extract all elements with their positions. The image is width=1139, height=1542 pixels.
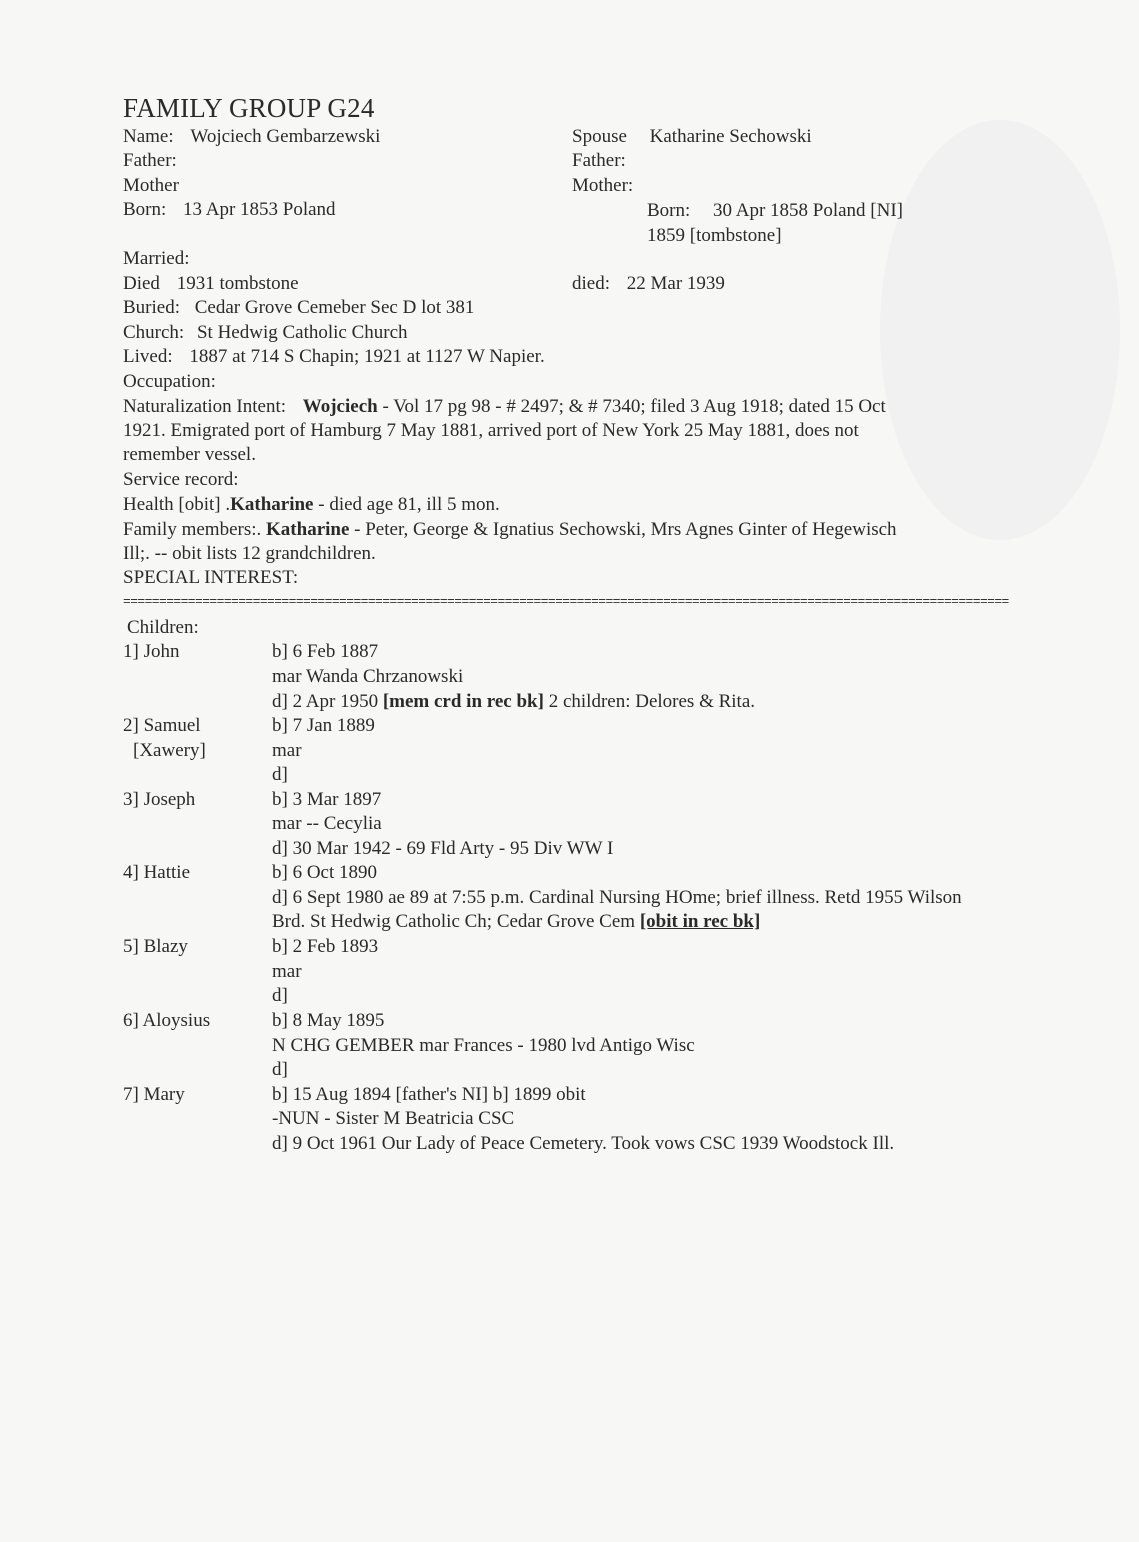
health-label: Health [obit] . <box>123 494 231 515</box>
child-name: 1] John <box>123 641 180 662</box>
family-row <box>123 518 897 542</box>
buried-value: Cedar Grove Cemeber Sec D lot 381 <box>194 297 475 318</box>
paper-smudge <box>880 120 1120 540</box>
child-line: b] 8 May 1895 <box>272 1010 385 1031</box>
naturalization-row <box>123 395 886 419</box>
child-alt-name: [Xawery] <box>133 740 206 761</box>
mother-label: Mother <box>123 175 179 196</box>
naturalization-label: Naturalization Intent: <box>123 396 287 417</box>
spouse-died-row <box>572 272 725 296</box>
child-name: 2] Samuel <box>123 715 201 736</box>
born-row <box>123 198 336 222</box>
child-line: mar <box>272 740 302 761</box>
child-line: b] 6 Feb 1887 <box>272 641 379 662</box>
name-label: Name: <box>123 126 174 147</box>
child-line-bold: [mem crd in rec bk] <box>382 691 544 712</box>
child-name: 7] Mary <box>123 1084 185 1105</box>
special-interest-label: SPECIAL INTEREST: <box>123 567 299 588</box>
child-line: b] 3 Mar 1897 <box>272 789 382 810</box>
buried-label: Buried: <box>123 297 180 318</box>
child-line: d] 9 Oct 1961 Our Lady of Peace Cemetery. Took vows CSC 1939 Woodstock Ill. <box>272 1133 895 1154</box>
family-line-1: - Peter, George & Ignatius Sechowski, Mrs Agnes Ginter of Hegewisch <box>349 519 897 540</box>
family-line-2: Ill;. -- obit lists 12 grandchildren. <box>123 543 376 564</box>
child-line: b] 2 Feb 1893 <box>272 936 379 957</box>
father-label: Father: <box>123 150 177 171</box>
spouse-born-value-2: 1859 [tombstone] <box>647 225 782 246</box>
service-label: Service record: <box>123 469 239 490</box>
married-label: Married: <box>123 248 190 269</box>
died-value: 1931 tombstone <box>176 273 299 294</box>
child-line: b] 15 Aug 1894 [father's NI] b] 1899 obit <box>272 1084 586 1105</box>
child-line: d] 30 Mar 1942 - 69 Fld Arty - 95 Div WW I <box>272 838 614 859</box>
buried-row <box>123 296 474 320</box>
occupation-label: Occupation: <box>123 371 216 392</box>
spouse-born-label: Born: <box>647 200 691 221</box>
spouse-label: Spouse <box>572 126 627 147</box>
spouse-value: Katharine Sechowski <box>649 126 812 147</box>
child-line: d] <box>272 985 288 1006</box>
naturalization-line-2: 1921. Emigrated port of Hamburg 7 May 1881, arrived port of New York 25 May 1881, does not <box>123 420 859 441</box>
section-divider: =========================================================================================================================== <box>123 596 1009 608</box>
health-row <box>123 493 500 517</box>
family-name: Katharine <box>266 519 350 540</box>
naturalization-line-1: - Vol 17 pg 98 - # 2497; & # 7340; filed 3 Aug 1918; dated 15 Oct <box>377 396 886 417</box>
child-line <box>272 690 755 714</box>
health-value: - died age 81, ill 5 mon. <box>313 494 500 515</box>
lived-value: 1887 at 714 S Chapin; 1921 at 1127 W Napier. <box>189 346 545 367</box>
spouse-died-label: died: <box>572 273 610 294</box>
child-line-part: 2 children: Delores & Rita. <box>543 691 756 712</box>
lived-row <box>123 345 545 369</box>
name-value: Wojciech Gembarzewski <box>190 126 381 147</box>
family-label: Family members:. <box>123 519 267 540</box>
spouse-born-value: 30 Apr 1858 Poland [NI] <box>713 200 904 221</box>
church-row <box>123 321 408 345</box>
children-label: Children: <box>127 617 199 638</box>
died-row <box>123 272 299 296</box>
church-value: St Hedwig Catholic Church <box>196 322 408 343</box>
child-line: b] 7 Jan 1889 <box>272 715 375 736</box>
child-line: N CHG GEMBER mar Frances - 1980 lvd Antigo Wisc <box>272 1035 695 1056</box>
obit-reference: [obit in rec bk] <box>639 911 761 932</box>
born-label: Born: <box>123 199 167 220</box>
child-line-part: Brd. St Hedwig Catholic Ch; Cedar Grove Cem <box>272 911 640 932</box>
spouse-row <box>572 125 812 149</box>
church-label: Church: <box>123 322 185 343</box>
child-line-part: d] 2 Apr 1950 <box>272 691 383 712</box>
born-value: 13 Apr 1853 Poland <box>183 199 336 220</box>
health-name: Katharine <box>230 494 314 515</box>
child-line: d] <box>272 1059 288 1080</box>
spouse-mother-label: Mother: <box>572 175 634 196</box>
child-line <box>272 910 760 934</box>
child-line: mar -- Cecylia <box>272 813 382 834</box>
page-title: FAMILY GROUP G24 <box>123 93 375 123</box>
name-row <box>123 125 380 149</box>
died-label: Died <box>123 273 160 294</box>
lived-label: Lived: <box>123 346 173 367</box>
spouse-born-row <box>647 199 903 223</box>
naturalization-name: Wojciech <box>302 396 378 417</box>
child-name: 5] Blazy <box>123 936 188 957</box>
spouse-died-value: 22 Mar 1939 <box>626 273 725 294</box>
child-line: d] 6 Sept 1980 ae 89 at 7:55 p.m. Cardinal Nursing HOme; brief illness. Retd 1955 Wilson <box>272 887 962 908</box>
child-line: -NUN - Sister M Beatricia CSC <box>272 1108 515 1129</box>
spouse-father-label: Father: <box>572 150 626 171</box>
child-line: b] 6 Oct 1890 <box>272 862 378 883</box>
naturalization-line-3: remember vessel. <box>123 444 256 465</box>
child-name: 4] Hattie <box>123 862 191 883</box>
child-line: mar Wanda Chrzanowski <box>272 666 464 687</box>
child-line: d] <box>272 764 288 785</box>
child-line: mar <box>272 961 302 982</box>
child-name: 3] Joseph <box>123 789 196 810</box>
child-name: 6] Aloysius <box>123 1010 211 1031</box>
